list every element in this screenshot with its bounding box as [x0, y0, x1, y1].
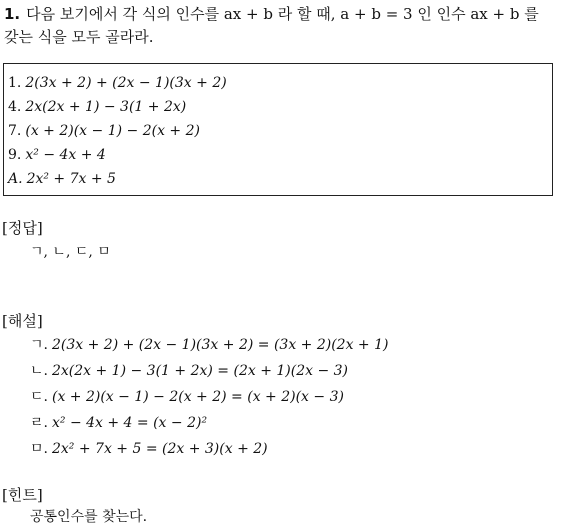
choice-item — [8, 146, 106, 164]
explanation-expr: 2x² + 7x + 5 = (2x + 3)(x + 2) — [51, 441, 268, 457]
choice-expr: x² − 4x + 4 — [25, 147, 106, 163]
choice-expr: (x + 2)(x − 1) − 2(x + 2) — [25, 123, 200, 139]
choice-item — [8, 74, 227, 92]
choice-label: 9. — [8, 147, 22, 163]
explanation-expr: 2x(2x + 1) − 3(1 + 2x) = (2x + 1)(2x − 3) — [51, 363, 349, 379]
choices-box — [3, 63, 553, 196]
hint-content: 공통인수를 찾는다. — [30, 509, 148, 525]
choice-label: A. — [8, 171, 23, 187]
explanation-expr: x² − 4x + 4 = (x − 2)² — [51, 415, 208, 431]
explanation-item — [30, 413, 207, 433]
choice-expr: 2x(2x + 1) − 3(1 + 2x) — [25, 99, 187, 115]
question-text-1: 다음 보기에서 각 식의 인수를 ax + b 라 할 때, a + b = 3 인 인수 ax + b 를 — [26, 5, 539, 23]
answer-title: [정답] — [2, 219, 43, 237]
explanation-expr: 2(3x + 2) + (2x − 1)(3x + 2) = (3x + 2)(2x + 1) — [51, 337, 389, 353]
choice-item — [8, 98, 186, 116]
answer-content: ㄱ, ㄴ, ㄷ, ㅁ — [30, 244, 111, 260]
explanation-item — [30, 387, 344, 407]
explanation-expr: (x + 2)(x − 1) − 2(x + 2) = (x + 2)(x − 3) — [51, 389, 344, 405]
explanation-item — [30, 361, 348, 381]
explanation-item — [30, 335, 388, 355]
question-line-2 — [4, 27, 153, 47]
explanation-label: ㄱ. — [30, 337, 48, 353]
choice-item — [8, 122, 200, 140]
choice-label: 7. — [8, 123, 22, 139]
question-text-2: 갖는 식을 모두 골라라. — [4, 28, 154, 46]
explanation-label: ㄴ. — [30, 363, 48, 379]
explanation-label: ㄷ. — [30, 389, 48, 405]
choice-item — [8, 170, 116, 188]
explanation-title: [해설] — [2, 312, 43, 330]
hint-title: [힌트] — [2, 486, 43, 504]
explanation-label: ㄹ. — [30, 415, 48, 431]
explanation-item — [30, 439, 268, 459]
choice-expr: 2(3x + 2) + (2x − 1)(3x + 2) — [25, 75, 227, 91]
choice-label: 1. — [8, 75, 22, 91]
choice-label: 4. — [8, 99, 22, 115]
question-number: 1. — [4, 5, 21, 23]
explanation-label: ㅁ. — [30, 441, 48, 457]
question-line-1 — [4, 4, 539, 24]
choice-expr: 2x² + 7x + 5 — [26, 171, 116, 187]
